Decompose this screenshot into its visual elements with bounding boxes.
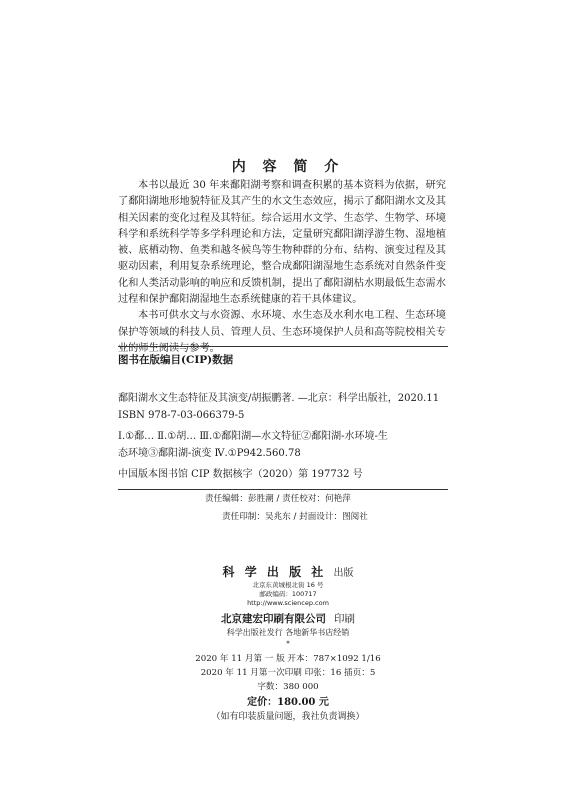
price: 定价：180.00 元: [247, 697, 329, 708]
cip-line: 鄱阳湖水文生态特征及其演变/胡振鹏著. —北京：科学出版社，2020.11: [118, 393, 440, 404]
cip-line: 态环境③鄱阳湖-演变 Ⅳ.①P942.560.78: [118, 448, 301, 459]
publisher-suffix: 出版: [333, 568, 354, 579]
cip-line: Ⅰ.①鄱… Ⅱ.①胡… Ⅲ.①鄱阳湖—水文特征②鄱阳湖-水环境-生: [118, 431, 388, 442]
printer-label: 印刷: [334, 613, 355, 625]
printer-name: 北京建宏印刷有限公司: [221, 613, 326, 625]
intro-paragraph: 本书以最近 30 年来鄱阳湖考察和调查积累的基本资料为依据，研究了鄱阳湖地形地貌特征及其产生的水文生态效应，揭示了鄱阳湖水文及其相关因素的变化过程及其特征。综合运用水文学、生态学、生物学、环境科学和系统科学等多学科理论和方法，定量研究鄱阳湖浮游生物、湿地植被、底栖动物、鱼类和越冬候鸟等生物种群的分布、结构、演变过程及其驱动因素，利用复杂系统理论，整合成鄱阳湖湿地生态系统对自然条件变化和人类活动影响的响应和反馈机制，提出了鄱阳湖枯水期最低生态需水过程和保护鄱阳湖湿地生态系统健康的若干具体建议。: [118, 180, 446, 306]
printing-info: 2020 年 11 月第一次印刷 印张：16 插页：5: [200, 668, 376, 678]
cip-record: 中国版本图书馆 CIP 数据核字（2020）第 197732 号: [118, 469, 363, 480]
quality-note: （如有印装质量问题，我社负责调换）: [211, 712, 365, 722]
publisher-name: [0, 563, 576, 580]
publisher-address: 北京东黄城根北街 16 号: [252, 581, 324, 589]
word-count: 字数：380 000: [257, 682, 319, 692]
production-credits: 责任印制：吴兆东 / 封面设计：图阅社: [222, 512, 368, 522]
cip-block: [118, 390, 448, 483]
intro-title: 内 容 简 介: [231, 159, 345, 175]
divider: [118, 346, 448, 347]
editor-credits: 责任编辑：彭胜潮 / 责任校对：何艳萍: [205, 494, 351, 504]
intro-text: [118, 178, 446, 357]
publisher-postcode: 邮政编码：100717: [259, 590, 317, 598]
intro-paragraph: 本书可供水文与水资源、水环境、水生态及水利水电工程、生态环境保护等领域的科技人员、管理人员、生态环境保护人员和高等院校相关专业的师生阅读与参考。: [118, 310, 446, 354]
divider: [118, 489, 448, 490]
printer-line: [0, 611, 576, 626]
cip-isbn: ISBN 978-7-03-066379-5: [118, 410, 245, 421]
distribution-line: 科学出版社发行 各地新华书店经销: [226, 628, 350, 637]
publisher-website: http://www.sciencep.com: [247, 599, 329, 607]
publisher-logo-text: 科 学 出 版 社: [222, 565, 327, 579]
star-separator: *: [286, 640, 290, 648]
cip-heading: 图书在版编目(CIP)数据: [118, 354, 234, 366]
edition-info: 2020 年 11 月第 一 版 开本：787×1092 1/16: [195, 654, 381, 664]
